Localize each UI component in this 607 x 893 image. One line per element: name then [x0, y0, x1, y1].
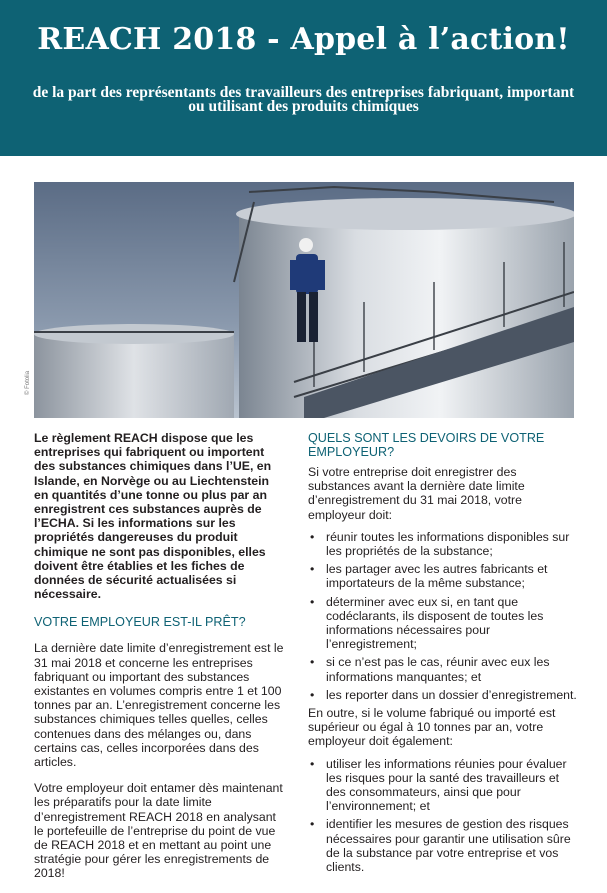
page-subtitle: de la part des représentants des travailleurs des entreprises fabriquant, important ou utilisant des produits chimiques — [32, 84, 575, 115]
paragraph-additional-duties: En outre, si le volume fabriqué ou importé est supérieur ou égal à 10 tonnes par an, votre employeur doit également: — [308, 706, 556, 749]
photo-credit: © Fotolia — [25, 370, 31, 395]
list-item: • identifier les mesures de gestion des risques nécessaires pour garantir une utilisation sûre de la substance par votre entreprise et vos clients. — [308, 817, 578, 874]
list-item: • les partager avec les autres fabricants et importateurs de la même substance; — [308, 562, 578, 590]
additional-duties-list — [308, 757, 578, 875]
right-column — [308, 431, 578, 878]
list-item: • réunir toutes les informations disponibles sur les propriétés de la substance; — [308, 530, 578, 558]
industrial-tanks-photo — [34, 182, 574, 418]
header-banner — [0, 0, 607, 156]
paragraph-duties-intro: Si votre entreprise doit enregistrer des substances avant la dernière date limite d’enregistrement du 31 mai 2018, votre employeur doit: — [308, 465, 525, 522]
left-column — [34, 431, 286, 893]
page-title: REACH 2018 - Appel à l’action! — [37, 22, 570, 57]
section-heading-duties: QUELS SONT LES DEVOIRS DE VOTRE EMPLOYEUR? — [308, 431, 545, 459]
duties-list — [308, 530, 578, 702]
list-item: • utiliser les informations réunies pour évaluer les risques pour la santé des travailleurs et des consommateurs, ainsi que pour l’environnement; et — [308, 757, 578, 814]
paragraph-preparation: Votre employeur doit entamer dès maintenant les préparatifs pour la date limite d’enregistrement REACH 2018 en analysant le portefeuille de l’entreprise du point de vue de REACH 2018 et en mettant au point une stratégie pour gérer les enregistrements de 2018! — [34, 781, 283, 881]
intro-paragraph: Le règlement REACH dispose que les entreprises qui fabriquent ou importent des substances chimiques dans l’UE, en Islande, en Norvège ou au Liechtenstein en quantités d’une tonne ou plus par an enregistrent ces substances auprès de l’ECHA. Si les informations sur les propriétés dangereuses du produit chimique ne sont pas disponibles, elles doivent être établies et les fiches de données de sécurité actualisées si nécessaire. — [34, 431, 272, 602]
list-item: • les reporter dans un dossier d’enregistrement. — [308, 688, 578, 702]
paragraph-deadline: La dernière date limite d’enregistrement est le 31 mai 2018 et concerne les entreprises fabriquant ou important des substances existantes en volumes compris entre 1 et 100 tonnes par an. L’enregistrement concerne les substances chimiques telles quelles, celles contenues dans des mélanges ou, dans certains cas, celles incorporées dans des articles. — [34, 641, 284, 770]
list-item: • déterminer avec eux si, en tant que codéclarants, ils disposent de toutes les informations nécessaires pour l’enregistrement; — [308, 595, 578, 652]
list-item: • si ce n’est pas le cas, réunir avec eux les informations manquantes; et — [308, 655, 578, 683]
section-heading-ready: VOTRE EMPLOYEUR EST-IL PRÊT? — [34, 615, 246, 630]
